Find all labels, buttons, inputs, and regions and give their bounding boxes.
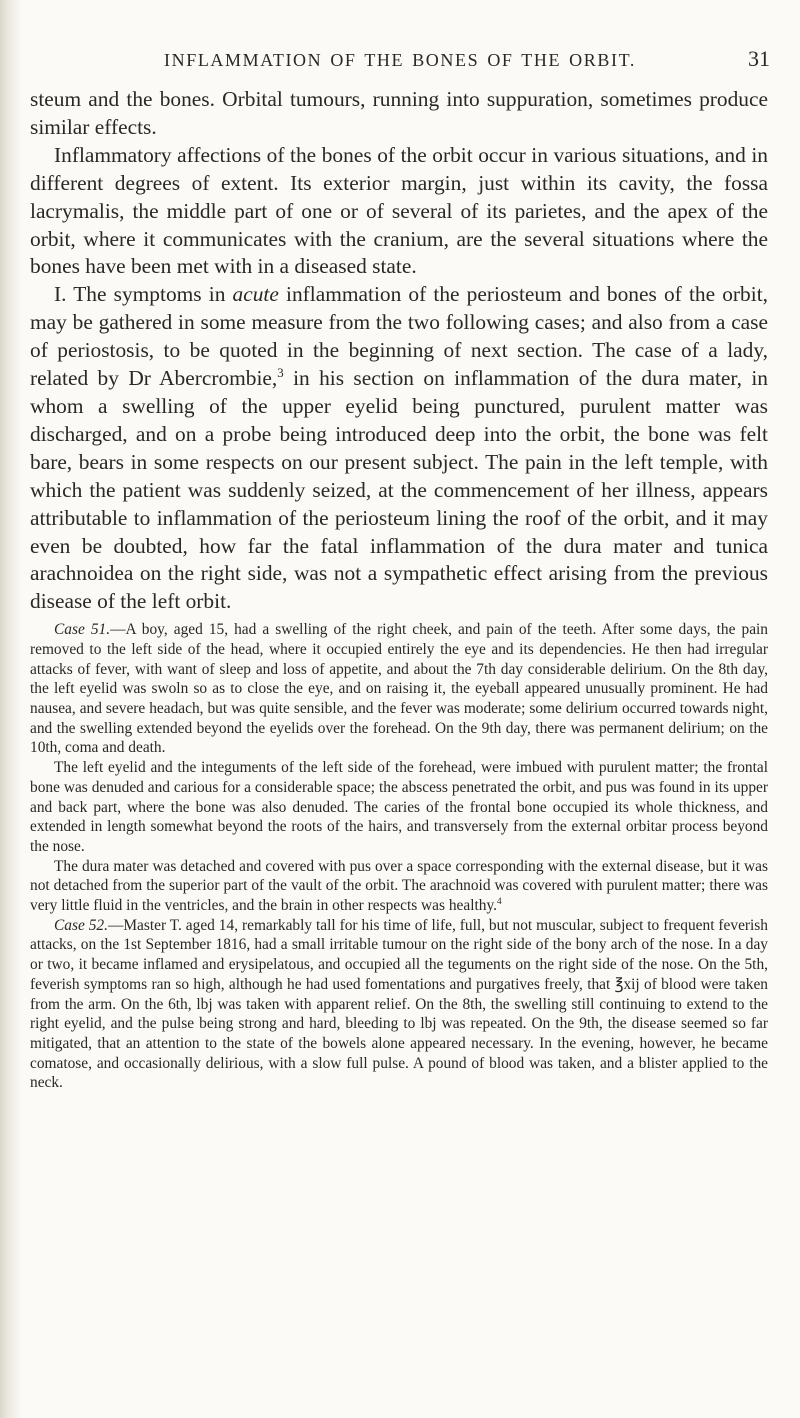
- paragraph-text: steum and the bones. Orbital tumours, running into suppuration, sometimes produce similar effects.: [30, 87, 768, 139]
- binding-edge: [0, 0, 22, 1418]
- footnote-ref: 4: [497, 895, 502, 906]
- case-text: The dura mater was detached and covered with pus over a space corresponding with the external disease, but it was not detached from the superior part of the vault of the orbit. The arachnoid was covered with purulent matter; there was very little fluid in the ventricles, and the brain in other respects was healthy.: [30, 857, 768, 915]
- paragraph-text: in his section on inflammation of the dura mater, in whom a swelling of the upper eyelid being punctured, purulent matter was discharged, and on a probe being introduced deep into the orbit, the bone was felt bare, bears in some respects on our present subject. The pain in the left temple, with which the patient was suddenly seized, at the commencement of her illness, appears attributable to inflammation of the periosteum lining the roof of the orbit, and it may even be doubted, how far the fatal inflammation of the dura mater and tunica arachnoidea on the right side, was not a sympathetic effect arising from the previous disease of the left orbit.: [30, 366, 769, 614]
- paragraph-text: I. The symptoms in: [54, 282, 233, 307]
- paragraph-continuation: [30, 86, 768, 142]
- paragraph-inflammatory-affections: [30, 142, 768, 282]
- case-text: —Master T. aged 14, remarkably tall for his time of life, full, but not muscular, subject to frequent feverish attacks, on the 1st September 1816, had a small irritable tumour on the right side of the bony arch of the nose. In a day or two, it became inflamed and erysipelatous, and occupied all the teguments on the right side of the nose. On the 5th, feverish symptoms ran so high, although he had used fomentations and purgatives freely, that ℥xij of blood were taken from the arm. On the 6th, lbj was taken with apparent relief. On the 8th, the swelling still continuing to extend to the right eyelid, and the pulse being strong and hard, bleeding to lbj was repeated. On the 9th, the disease seemed so far mitigated, that an attention to the state of the bowels alone appeared necessary. In the evening, however, he became comatose, and occasionally delirious, with a slow full pulse. A pound of blood was taken, and a blister applied to the neck.: [30, 916, 768, 1092]
- running-head: INFLAMMATION OF THE BONES OF THE ORBIT.: [164, 50, 636, 70]
- paragraph-text: inflammation of the periosteum and bones of the orbit, may be gathered in some measure from the two following cases; and also from a case of periostosis, to be quoted in the beginning of next section. The case of a lady, related by Dr Abercrombie,: [30, 282, 768, 391]
- italic-term: acute: [232, 282, 279, 307]
- case-51-history: [30, 620, 768, 758]
- case-51-dura-mater: [30, 857, 768, 916]
- case-52-history: [30, 916, 768, 1093]
- page-number: 31: [748, 46, 770, 71]
- case-51-dissection: [30, 758, 768, 857]
- case-label: Case 51.: [54, 621, 111, 639]
- footnote-ref: 3: [277, 365, 284, 380]
- case-text: The left eyelid and the integuments of the left side of the forehead, were imbued with purulent matter; the frontal bone was denuded and carious for a considerable space; the abscess penetrated the orbit, and pus was found in its upper and back part, where the bone was also denuded. The caries of the frontal bone occupied its whole thickness, and extended in length somewhat beyond the roots of the hairs, and transversely from the external orbitar process beyond the nose.: [30, 759, 768, 855]
- paragraph-acute-symptoms: [30, 281, 768, 616]
- paragraph-text: Inflammatory affections of the bones of the orbit occur in various situations, and in different degrees of extent. Its exterior margin, just within its cavity, the fossa lacrymalis, the middle part of one or of several of its parietes, and the apex of the orbit, where it communicates with the cranium, are the several situations where the bones have been met with in a diseased state.: [30, 142, 768, 279]
- case-text: —A boy, aged 15, had a swelling of the right cheek, and pain of the teeth. After some days, the pain removed to the left side of the head, where it occupied entirely the eye and its dependencies. He then had irregular attacks of fever, with want of sleep and loss of appetite, and about the 7th day considerable delirium. On the 8th day, the left eyelid was swoln so as to close the eye, and on raising it, the eyeball appeared unusually prominent. He had nausea, and severe headach, but was quite sensible, and the fever was moderate; some delirium occurred towards night, and the swelling extended beyond the eyelids over the forehead. On the 9th day, there was permanent delirium; on the 10th, coma and death.: [30, 621, 768, 757]
- page-header: [30, 46, 770, 78]
- case-label: Case 52.: [54, 916, 108, 934]
- page-body: [30, 86, 768, 1093]
